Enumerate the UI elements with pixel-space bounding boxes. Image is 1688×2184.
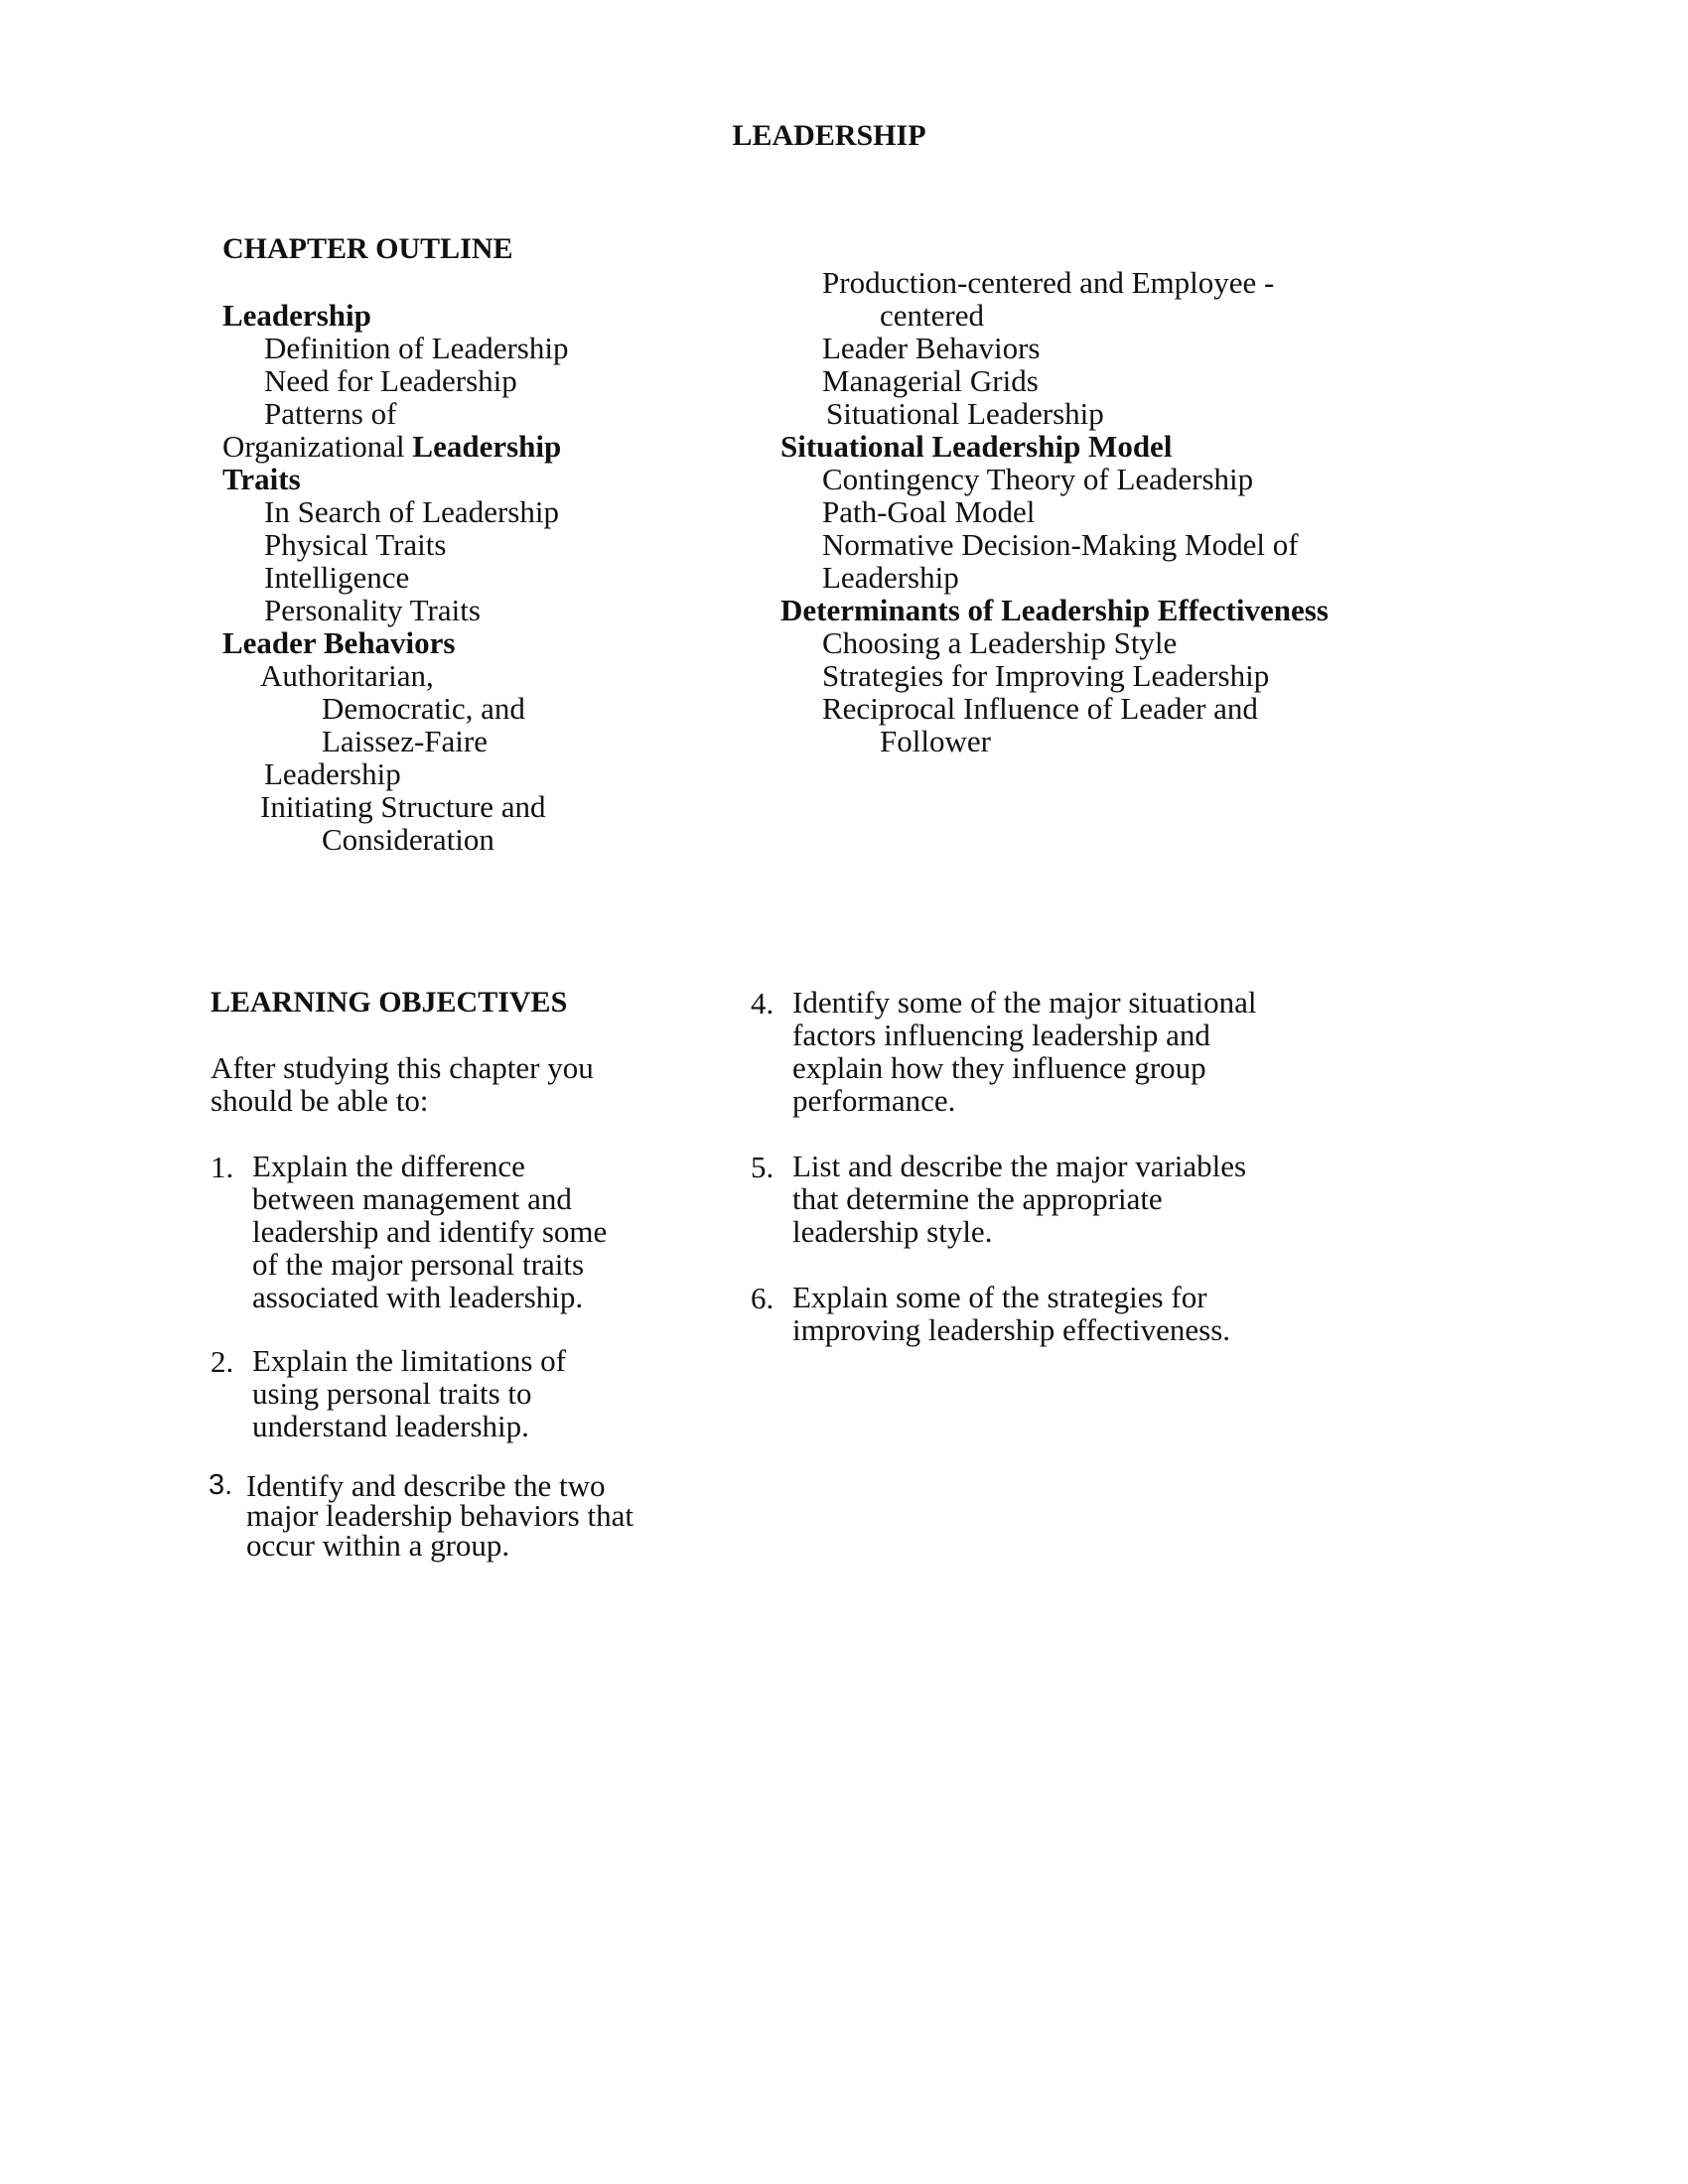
objective-number: 2.: [211, 1344, 234, 1379]
objective-number: 4.: [751, 986, 774, 1021]
objective-number: 1.: [211, 1150, 234, 1184]
outline-item: Determinants of Leadership Effectiveness: [780, 593, 1329, 627]
outline-item: Intelligence: [264, 560, 410, 595]
outline-item: Physical Traits: [264, 527, 447, 562]
outline-item: Definition of Leadership: [264, 331, 569, 365]
outline-item: Traits: [222, 462, 301, 496]
outline-item: Contingency Theory of Leadership: [822, 462, 1254, 496]
outline-item: Managerial Grids: [822, 363, 1039, 398]
outline-item: Need for Leadership: [264, 363, 517, 398]
outline-item: Democratic, and: [322, 691, 525, 726]
outline-item: Patterns of: [264, 396, 397, 431]
outline-item: Path-Goal Model: [822, 494, 1036, 529]
chapter-outline-heading: CHAPTER OUTLINE: [222, 232, 513, 265]
outline-item: Situational Leadership Model: [780, 429, 1173, 464]
outline-item: Follower: [880, 724, 991, 758]
outline-item: Personality Traits: [264, 593, 481, 627]
outline-item: Initiating Structure and: [260, 789, 546, 824]
outline-item: Leader Behaviors: [822, 331, 1041, 365]
outline-item: Leadership: [264, 756, 401, 791]
outline-item: Consideration: [322, 822, 494, 857]
outline-item: Situational Leadership: [826, 396, 1104, 431]
outline-item: Organizational Leadership: [222, 429, 562, 464]
outline-item: Reciprocal Influence of Leader and: [822, 691, 1258, 726]
objective-number: 3.: [209, 1469, 233, 1501]
outline-item: Leader Behaviors: [222, 625, 456, 660]
objective-number: 6.: [751, 1281, 774, 1315]
outline-item: Normative Decision-Making Model of: [822, 527, 1299, 562]
objective-number: 5.: [751, 1150, 774, 1184]
outline-item: Leadership: [222, 298, 371, 333]
outline-item: Production-centered and Employee -: [822, 265, 1275, 300]
outline-item: centered: [880, 298, 984, 333]
learning-objectives-heading: LEARNING OBJECTIVES: [211, 986, 568, 1019]
outline-item: Laissez-Faire: [322, 724, 488, 758]
page-title: LEADERSHIP: [732, 119, 926, 152]
outline-item: Authoritarian,: [260, 658, 434, 693]
outline-item: In Search of Leadership: [264, 494, 559, 529]
outline-item: Choosing a Leadership Style: [822, 625, 1178, 660]
outline-item: Strategies for Improving Leadership: [822, 658, 1270, 693]
outline-item: Leadership: [822, 560, 959, 595]
